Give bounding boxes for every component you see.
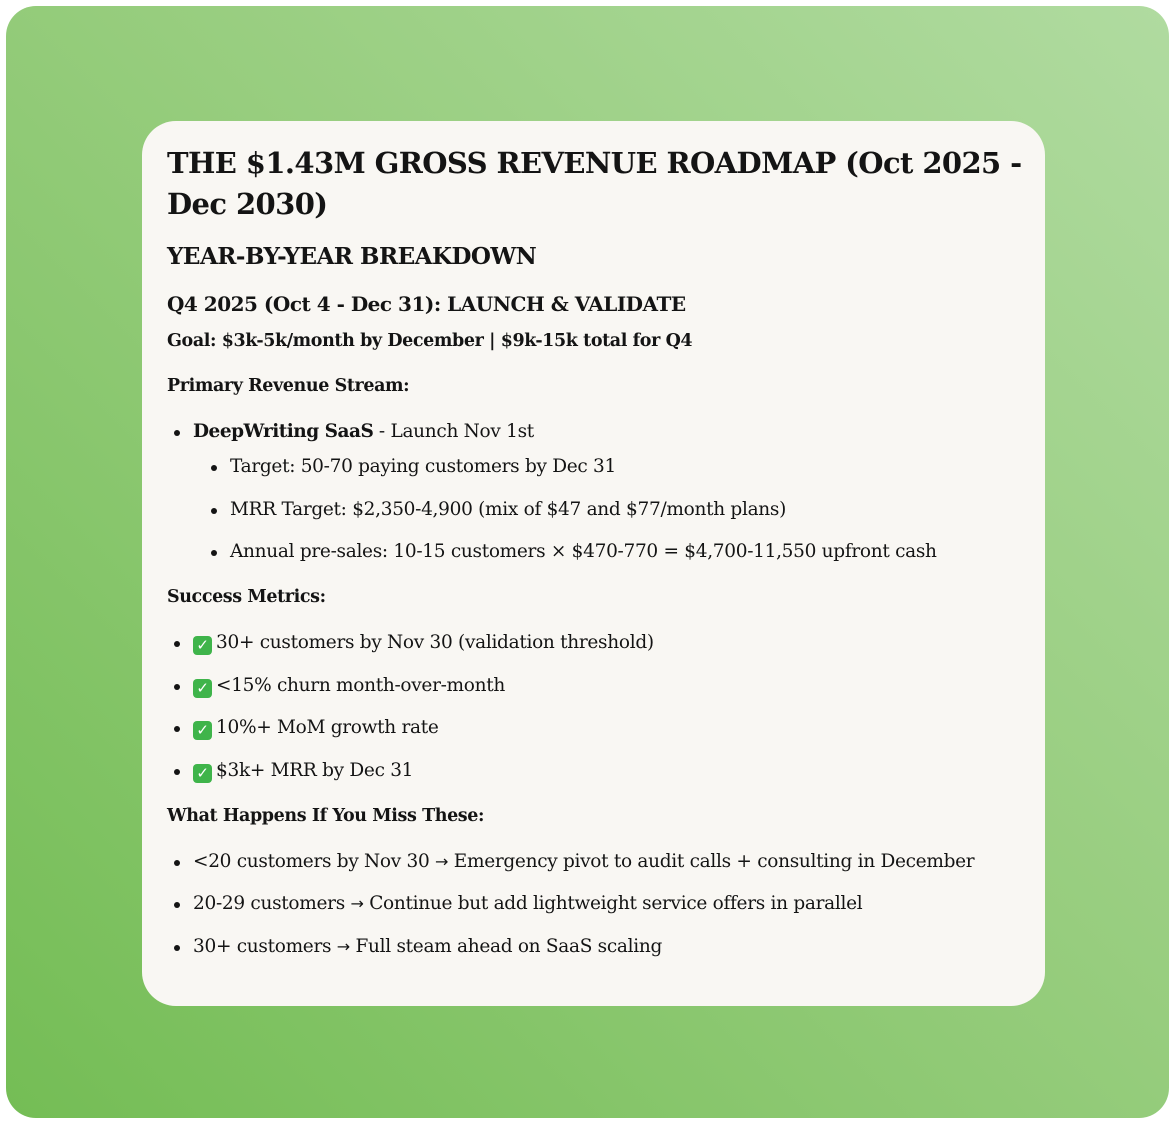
outcome-text: Full steam ahead on SaaS scaling [355,935,663,957]
product-name: DeepWriting SaaS [193,421,374,442]
list-item [193,673,1025,699]
check-mark-icon: ✓ [193,721,212,740]
list-item [193,715,1025,741]
list-item [193,419,1025,565]
list-item [193,891,1025,917]
list-item: MRR Target: $2,350-4,900 (mix of $47 and $77/month plans) [230,497,1025,523]
outcome-text: Emergency pivot to audit calls + consulting in December [453,850,975,872]
document-subtitle: YEAR-BY-YEAR BREAKDOWN [167,243,537,270]
list-item [193,849,1025,875]
quarter-goal: Goal: $3k-5k/month by December | $9k-15k total for Q4 [167,331,693,351]
list-item [193,758,1025,784]
product-description: - Launch Nov 1st [373,421,534,442]
miss-consequences-list [167,849,1025,960]
metric-text: $3k+ MRR by Dec 31 [216,759,414,781]
condition-text: 30+ customers [193,935,332,957]
success-metrics-list [167,630,1025,784]
miss-consequences-label: What Happens If You Miss These: [167,805,485,826]
arrow-right-icon: → [435,851,449,871]
document-card [142,121,1045,1006]
list-item [193,934,1025,960]
check-mark-icon: ✓ [193,764,212,783]
metric-text: 10%+ MoM growth rate [216,717,439,738]
check-mark-icon: ✓ [193,679,212,698]
success-metrics-label: Success Metrics: [167,587,326,607]
metric-text: <15% churn month-over-month [216,674,506,696]
metric-text: 30+ customers by Nov 30 (validation threshold) [216,632,654,653]
quarter-heading: Q4 2025 (Oct 4 - Dec 31): LAUNCH & VALIDATE [167,292,686,316]
check-mark-icon: ✓ [193,636,212,655]
green-background-frame [6,6,1169,1118]
outcome-text: Continue but add lightweight service offers in parallel [369,893,863,914]
condition-text: <20 customers by Nov 30 [193,850,430,872]
primary-stream-list [167,419,1025,565]
list-item: Annual pre-sales: 10-15 customers × $470-770 = $4,700-11,550 upfront cash [230,539,1025,565]
primary-stream-label: Primary Revenue Stream: [167,376,410,396]
condition-text: 20-29 customers [193,893,345,914]
product-details-list [193,454,1025,565]
list-item [193,630,1025,656]
list-item: Target: 50-70 paying customers by Dec 31 [230,454,1025,480]
arrow-right-icon: → [350,894,364,913]
arrow-right-icon: → [336,936,350,956]
document-title: THE $1.43M GROSS REVENUE ROADMAP (Oct 2025 - Dec 2030) [167,146,1022,221]
